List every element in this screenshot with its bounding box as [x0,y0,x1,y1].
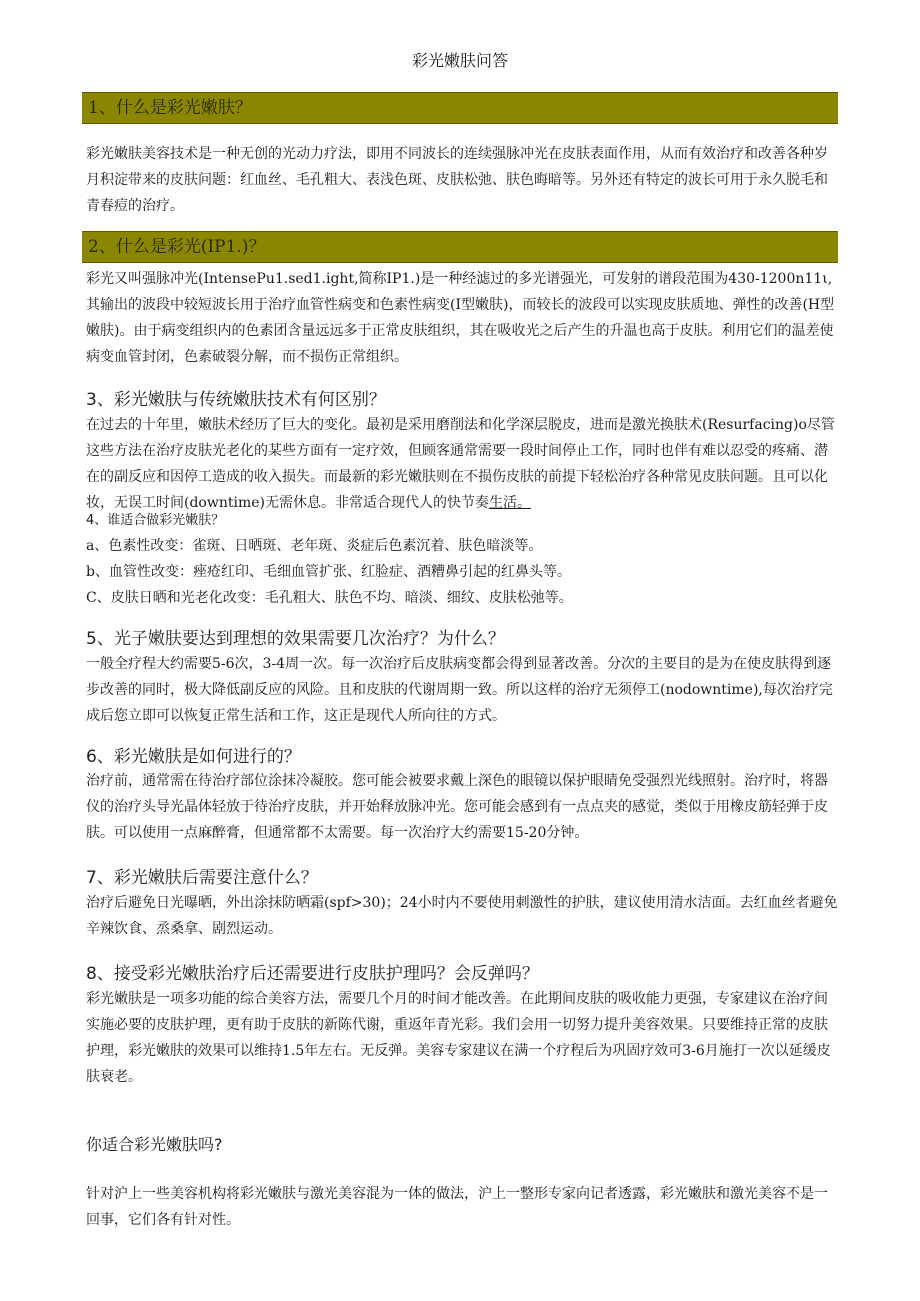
section-2-heading: 2、什么是彩光(IP1.)？ [82,231,838,263]
page-title: 彩光嫩肤问答 [411,51,508,70]
section-2-body: 彩光又叫强脉冲光(IntensePu1.sed1.ight,简称IP1.)是一种经滤过的多光谱强光，可发射的谱段范围为430-1200n11ι,其输出的波段中较短波长用于治疗血管性病变和色素性病变(I型嫩肤)，而较长的波段可以实现皮肤质地、弹性的改善(H型嫩肤)。由于病变组织内的色素团含量远远多于正常皮肤组织，其在吸收光之后产生的升温也高于皮肤。利用它们的温差使病变血管封闭，色素破裂分解，而不损伤正常组织。 [86,271,835,365]
section-6-heading: 6、彩光嫩肤是如何进行的？ [86,747,301,767]
section-1-heading: 1、什么是彩光嫩肤？ [82,92,838,124]
section-8-body: 彩光嫩肤是一项多功能的综合美容方法，需要几个月的时间才能改善。在此期间皮肤的吸收能力更强，专家建议在治疗间实施必要的皮肤护理，更有助于皮肤的新陈代谢，重返年青光彩。我们会用一切努力提升美容效果。只要维持正常的皮肤护理，彩光嫩肤的效果可以维持1.5年左右。无反弹。美容专家建议在满一个疗程后为巩固疗效可3-6月施打一次以延缓皮肤衰老。 [86,991,831,1085]
section-5-body: 一般全疗程大约需要5-6次，3-4周一次。每一次治疗后皮肤病变都会得到显著改善。分次的主要目的是为在使皮肤得到逐步改善的同时，极大降低副反应的风险。且和皮肤的代谢周期一致。所以这样的治疗无须停工(nodowntime),每次治疗完成后您立即可以恢复正常生活和工作，这正是现代人所向往的方式。 [86,656,833,724]
section-3-heading: 3、彩光嫩肤与传统嫩肤技术有何区别？ [86,390,386,410]
section-7-body: 治疗后避免日光曝晒，外出涂抹防晒霜(spf>30)；24小时内不要使用刺激性的护肤，建议使用清水洁面。去红血丝者避免辛辣饮食、烝桑拿、剧烈运动。 [86,895,838,937]
section-5-heading: 5、光子嫩肤要达到理想的效果需要几次治疗？为什么？ [86,629,505,649]
section-9-heading: 你适合彩光嫩肤吗? [86,1135,223,1154]
section-3-body-tail: 生活。 [488,495,531,511]
section-7-heading: 7、彩光嫩肤后需要注意什么？ [86,868,318,888]
section-4-list [86,533,838,611]
list-item: C、皮肤日晒和光老化改变：毛孔粗大、肤色不均、暗淡、细纹、皮肤松弛等。 [86,590,573,606]
section-8-heading: 8、接受彩光嫩肤治疗后还需要进行皮肤护理吗？会反弹吗？ [86,964,539,984]
list-item: b、血管性改变：痤疮红印、毛细血管扩张、红脸症、酒糟鼻引起的红鼻头等。 [86,564,571,580]
section-6-body: 治疗前，通常需在待治疗部位涂抹冷凝胶。您可能会被要求戴上深色的眼镜以保护眼睛免受强烈光线照射。治疗时，将器仪的治疗头导光晶体轻放于待治疗皮肤，并开始释放脉冲光。您可能会感到有一点点夹的感觉，类似于用橡皮筋轻弹于皮肤。可以使用一点麻醉膏，但通常都不太需要。每一次治疗大约需要15-20分钟。 [86,773,828,841]
section-4-heading: 4、谁适合做彩光嫩肤？ [86,513,225,528]
section-9-body: 针对沪上一些美容机构将彩光嫩肤与激光美容混为一体的做法，沪上一整形专家向记者透露，彩光嫩肤和激光美容不是一回事，它们各有针对性。 [86,1186,828,1228]
list-item: a、色素性改变：雀斑、日晒斑、老年斑、炎症后色素沉着、肤色暗淡等。 [86,538,543,554]
section-1-body: 彩光嫩肤美容技术是一种无创的光动力疗法，即用不同波长的连续强脉冲光在皮肤表面作用，从而有效治疗和改善各种岁月积淀带来的皮肤问题：红血丝、毛孔粗大、表浅色斑、皮肤松弛、肤色晦暗等。另外还有特定的波长可用于永久脱毛和青春痘的治疗。 [86,146,828,214]
section-3-body: 在过去的十年里，嫩肤术经历了巨大的变化。最初是采用磨削法和化学深层脱皮，进而是激光换肤术(Resurfacing)o尽管这些方法在治疗皮肤光老化的某些方面有一定疗效，但顾客通常需要一段时间停止工作，同时也伴有难以忍受的疼痛、潜在的副反应和因停工造成的收入损失。而最新的彩光嫩肤则在不损伤皮肤的前提下轻松治疗各种常见皮肤问题。且可以化妆，无误工时间(downtime)无需休息。非常适合现代人的快节奏生活。 [86,417,835,511]
